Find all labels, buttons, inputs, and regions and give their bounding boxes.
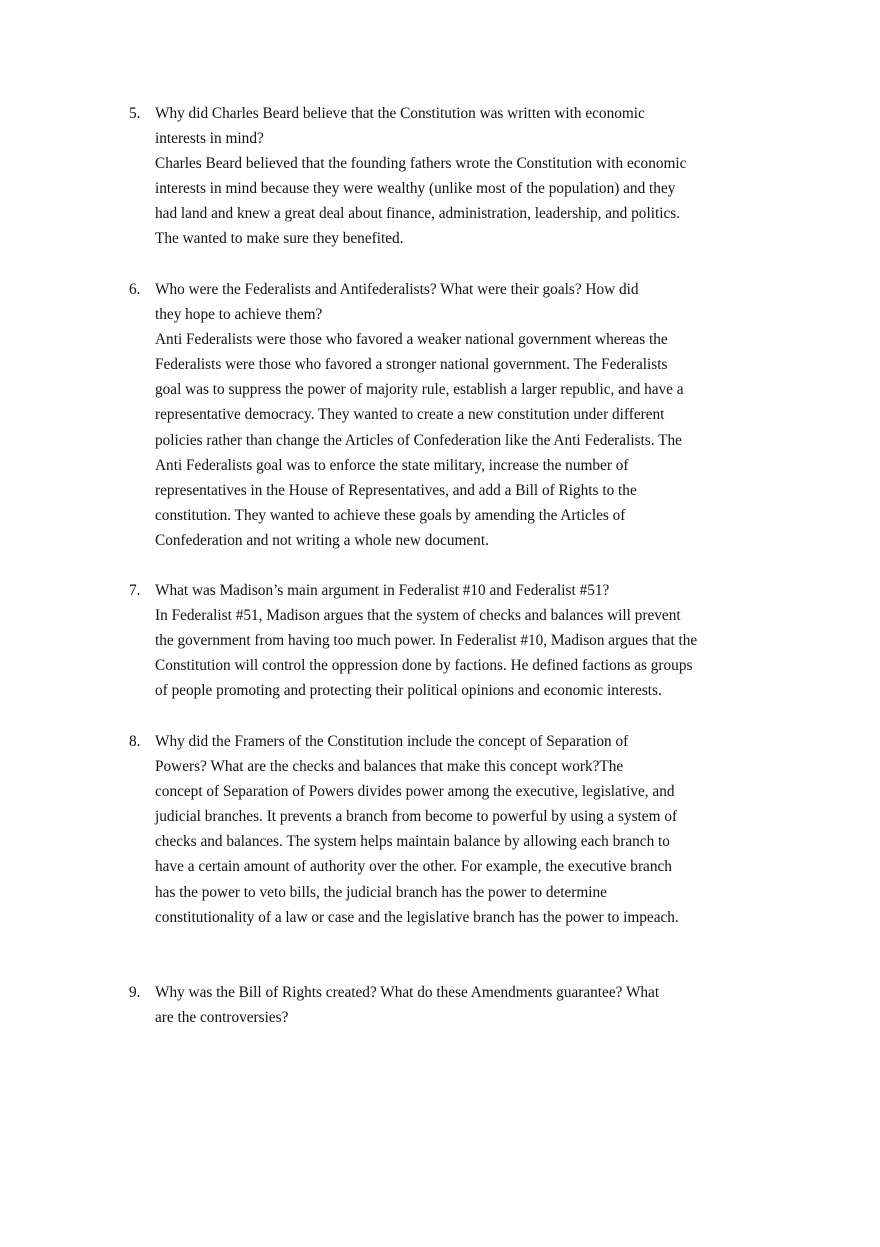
question-text-line: Why was the Bill of Rights created? What do these Amendments guarantee? What [155, 984, 660, 1001]
question-number: 7. [129, 582, 141, 599]
answer-text-line: Constitution will control the oppression done by factions. He defined factions as groups [155, 657, 693, 675]
question-text-line: they hope to achieve them? [155, 306, 323, 324]
answer-text-line: had land and knew a great deal about finance, administration, leadership, and politics. [155, 205, 681, 223]
question-6 [129, 277, 729, 553]
answer-text-line: Anti Federalists goal was to enforce the state military, increase the number of [155, 456, 629, 474]
question-number: 6. [129, 281, 141, 298]
answer-text-line: Anti Federalists were those who favored a weaker national government whereas the [155, 331, 668, 349]
answer-text-line: judicial branches. It prevents a branch from become to powerful by using a system of [155, 808, 678, 826]
question-body [155, 578, 729, 703]
answer-text-line: representatives in the House of Representatives, and add a Bill of Rights to the [155, 481, 637, 499]
question-text-line: interests in mind? [155, 130, 264, 148]
question-number: 8. [129, 733, 141, 750]
question-text-line: Who were the Federalists and Antifederalists? What were their goals? How did [155, 281, 639, 298]
answer-text-line: Confederation and not writing a whole new document. [155, 531, 489, 549]
question-body [155, 277, 729, 553]
question-body [155, 729, 729, 930]
question-7 [129, 578, 729, 703]
question-text-line: Why did Charles Beard believe that the Constitution was written with economic [155, 105, 645, 122]
question-text-line: Why did the Framers of the Constitution include the concept of Separation of [155, 733, 629, 750]
answer-text-line: of people promoting and protecting their political opinions and economic interests. [155, 682, 662, 700]
answer-text-line: Federalists were those who favored a stronger national government. The Federalists [155, 356, 668, 374]
question-text-line: What was Madison’s main argument in Federalist #10 and Federalist #51? [155, 582, 610, 599]
answer-text-line: goal was to suppress the power of majority rule, establish a larger republic, and have a [155, 381, 684, 399]
question-body [155, 980, 729, 1030]
question-number: 9. [129, 984, 141, 1001]
answer-text-line: Charles Beard believed that the founding fathers wrote the Constitution with economic [155, 155, 687, 173]
question-text-line: Powers? What are the checks and balances that make this concept work?The [155, 758, 624, 776]
question-text-line: are the controversies? [155, 1009, 289, 1027]
answer-text-line: has the power to veto bills, the judicial branch has the power to determine [155, 883, 607, 901]
question-9 [129, 980, 729, 1030]
question-5 [129, 101, 729, 252]
answer-text-line: policies rather than change the Articles of Confederation like the Anti Federalists. The [155, 431, 682, 449]
question-body [155, 101, 729, 252]
answer-text-line: concept of Separation of Powers divides power among the executive, legislative, and [155, 783, 675, 801]
question-8 [129, 729, 729, 930]
answer-text-line: The wanted to make sure they benefited. [155, 230, 404, 248]
answer-text-line: representative democracy. They wanted to create a new constitution under different [155, 406, 665, 424]
answer-text-line: In Federalist #51, Madison argues that the system of checks and balances will prevent [155, 607, 681, 625]
answer-text-line: interests in mind because they were wealthy (unlike most of the population) and they [155, 180, 676, 198]
question-number: 5. [129, 105, 141, 122]
answer-text-line: the government from having too much power. In Federalist #10, Madison argues that the [155, 632, 698, 650]
answer-text-line: constitution. They wanted to achieve these goals by amending the Articles of [155, 506, 626, 524]
answer-text-line: checks and balances. The system helps maintain balance by allowing each branch to [155, 833, 670, 851]
answer-text-line: have a certain amount of authority over the other. For example, the executive branch [155, 858, 672, 876]
answer-text-line: constitutionality of a law or case and the legislative branch has the power to impeach. [155, 908, 679, 926]
